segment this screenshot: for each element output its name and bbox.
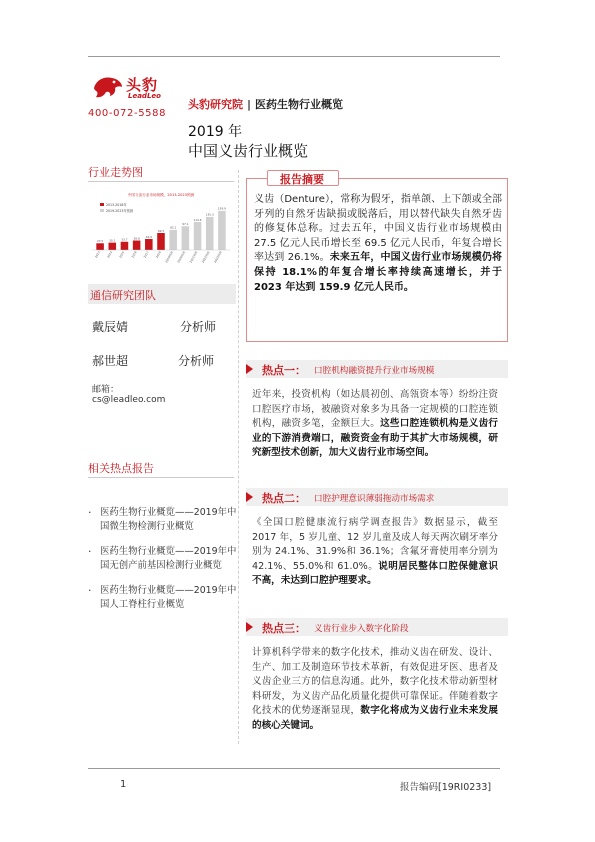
- hotspot-label: 热点一：: [262, 364, 306, 377]
- hotspot-1: [246, 360, 508, 461]
- chart-category-label: 2019预测: [164, 250, 175, 264]
- hotspot-highlight: 这些口腔连锁机构是义齿行业的下游消费端口，融资资金有助于其扩大市场规模，研究新型技术创新，加大义齿行业市场空间。: [252, 418, 499, 459]
- hotspot-text: 近年来，投资机构（如达晨初创、高瓴资本等）纷纷注资口腔医疗市场，被融资对象多为具备一定规模的口腔连锁机构，融资多笔，金额巨大。: [252, 389, 498, 430]
- analyst-role: 分析师: [178, 354, 215, 368]
- chart-value-label: 97.1: [182, 222, 189, 227]
- chart-category-label: 2013: [93, 250, 101, 259]
- chart-value-label: 30.1: [109, 238, 116, 243]
- hotspot-body: [246, 516, 498, 589]
- chart-value-label: 135.3: [205, 212, 214, 217]
- legend-forecast: 2019-2023年预测: [106, 209, 133, 213]
- chart-value-label: 38.8: [133, 236, 140, 241]
- legend-historical: 2013-2018年: [106, 203, 127, 207]
- chart-bar: [169, 230, 177, 250]
- chart-bar: [96, 243, 104, 250]
- hotspot-text: 计算机科学带来的数字化技术，推动义齿在研发、设计、生产、加工及制造环节技术革新，有效促进牙医、患者及义齿企业三方的信息沟通。此外，数字化技术带动新型材料研发，为义齿产品化质量化提供可靠保证。伴随着数字化技术的优势逐渐显现，: [252, 647, 498, 717]
- chart-category-label: 2015: [118, 250, 126, 259]
- chart-bar: [182, 226, 190, 250]
- hotspot-text: 《全国口腔健康流行病学调查报告》数据显示，截至 2017 年，5 岁儿童、12 岁儿童及成人每天两次刷牙率分别为 24.1%、31.9%和 36.1%；含氟牙膏使用率分别为 42.1%、55.0%和 61.0%。: [252, 517, 498, 572]
- org-name: 头豹研究院: [188, 98, 243, 111]
- team-heading: 通信研究团队: [90, 289, 156, 302]
- logo: [92, 72, 172, 104]
- chart-bar: [109, 243, 117, 250]
- summary-highlight: 未来五年，中国义齿行业市场规模仍将保持 18.1%的年复合增长率持续高速增长，并于 2023 年达到 159.9 亿元人民币。: [254, 252, 502, 293]
- chart-bar: [218, 211, 226, 250]
- report-title: 中国义齿行业概览: [188, 142, 309, 160]
- hotspot-header: [246, 618, 508, 636]
- related-report-link[interactable]: · 医药生物行业概览——2019年中国人工脊柱行业概览: [88, 584, 238, 612]
- analyst-name: 戴辰婧: [92, 320, 129, 334]
- team-band: [88, 284, 236, 304]
- chart-category-label: 2022预测: [200, 250, 211, 264]
- analyst-name: 郝世超: [92, 354, 129, 368]
- hotspot-body: [246, 646, 498, 734]
- legend-swatch-forecast: [100, 209, 104, 212]
- chart-value-label: 44.9: [145, 234, 152, 239]
- hotspot-label: 热点三：: [262, 622, 306, 635]
- chart-category-label: 2021预测: [188, 250, 199, 264]
- hotspot-subtitle: 口腔护理意识薄弱拖动市场需求: [314, 494, 435, 504]
- chart-value-label: 82.1: [170, 225, 177, 230]
- hotspot-highlight: 说明居民整体口腔保健意识不高，未达到口腔护理要求。: [252, 560, 499, 587]
- category-name: 医药生物行业概览: [255, 98, 344, 111]
- footer-rule: [88, 768, 500, 769]
- hotspot-header: [246, 488, 508, 506]
- logo-text-en: LeadLeo: [128, 92, 161, 100]
- chart-title: 中国义齿行业市场规模，2013-2023预测: [127, 193, 195, 197]
- hotspot-subtitle: 口腔机构融资提升行业市场规模: [314, 366, 435, 376]
- leopard-logo-icon: [92, 72, 124, 102]
- header-rule: [88, 56, 500, 57]
- legend-swatch-historical: [100, 203, 104, 206]
- chart-bars: [94, 207, 226, 264]
- chart-category-label: 2016: [130, 250, 138, 259]
- trend-rule: [88, 181, 234, 182]
- report-year: 2019 年: [188, 124, 243, 140]
- brand-separator: |: [247, 98, 252, 111]
- chart-bar: [157, 233, 165, 250]
- chart-bar: [121, 242, 129, 250]
- chart-bar: [194, 222, 202, 250]
- related-rule: [88, 477, 234, 478]
- triangle-icon: [246, 364, 253, 374]
- related-report-link[interactable]: · 医药生物行业概览——2019年中国无创产前基因检测行业概览: [88, 545, 238, 573]
- mail-link[interactable]: cs@leadleo.com: [92, 395, 166, 405]
- related-reports-list: [88, 506, 238, 623]
- brand-line: [188, 96, 343, 112]
- chart-category-label: 2023预测: [212, 250, 223, 264]
- chart-category-label: 2014: [106, 250, 114, 259]
- chart-category-label: 2020预测: [176, 250, 187, 264]
- chart-category-label: 2018: [154, 250, 162, 259]
- related-report-link[interactable]: · 医药生物行业概览——2019年中国微生物检测行业概览: [88, 506, 238, 534]
- hotspot-label: 热点二：: [262, 492, 306, 505]
- logo-text: 头豹: [126, 76, 159, 94]
- analyst-role: 分析师: [180, 320, 217, 334]
- chart-category-label: 2017: [142, 250, 150, 259]
- phone-number: 400-072-5588: [88, 108, 167, 119]
- column-divider: [238, 170, 239, 744]
- trend-heading: 行业走势图: [88, 166, 143, 179]
- market-size-chart: [88, 190, 234, 272]
- chart-value-label: 69.5: [157, 228, 165, 233]
- hotspot-2: [246, 488, 508, 589]
- hotspot-header: [246, 360, 508, 378]
- summary-body: [254, 193, 502, 295]
- chart-bar: [145, 239, 153, 250]
- mail-label: 邮箱：: [92, 385, 120, 395]
- triangle-icon: [246, 492, 253, 502]
- chart-value-label: 27.5: [96, 239, 104, 244]
- triangle-icon: [246, 622, 253, 632]
- summary-title: 报告摘要: [280, 173, 324, 186]
- hotspot-subtitle: 义齿行业步入数字化阶段: [314, 624, 409, 634]
- report-code: 报告编码[19RI0233]: [400, 782, 492, 793]
- chart-value-label: 33.7: [121, 237, 128, 242]
- chart-value-label: 159.9: [217, 206, 226, 211]
- summary-text: 义齿（Denture），常称为假牙，指单颌、上下颌或全部牙列的自然牙齿缺损或脱落后，用以替代缺失自然牙齿的修复体总称。过去五年，中国义齿行业市场规模由 27.5 亿元人民币增长至 69.5 亿元人民币，年复合增长率达到 26.1%。: [254, 194, 502, 264]
- hotspot-highlight: 数字化将成为义齿行业未来发展的核心关键词。: [252, 705, 499, 731]
- hotspot-body: [246, 388, 498, 461]
- hotspot-3: [246, 618, 508, 734]
- page-number: 1: [120, 779, 127, 790]
- related-heading: 相关热点报告: [88, 462, 154, 475]
- chart-bar: [206, 217, 214, 250]
- chart-value-label: 114.6: [193, 217, 202, 222]
- chart-bar: [133, 241, 141, 250]
